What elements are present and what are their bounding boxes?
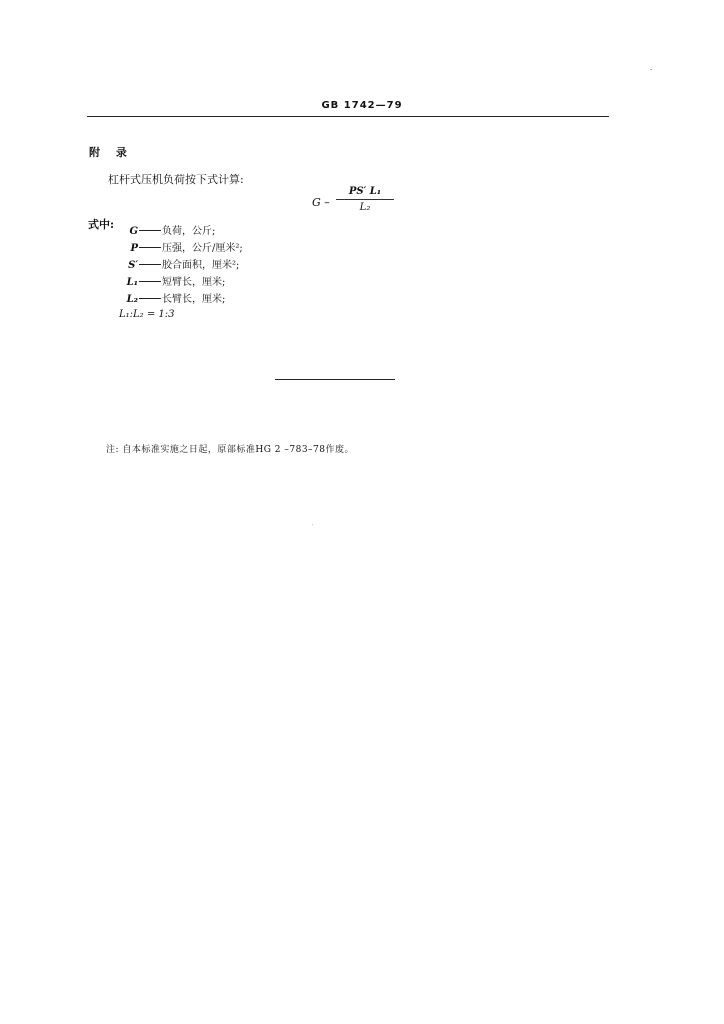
definition-text: 胶合面积，厘米²; (162, 260, 240, 271)
definition-text: 长臂长，厘米; (162, 294, 226, 305)
definition-dash (139, 247, 161, 248)
footnote: 注: 自本标准实施之日起，原部标准HG 2 –783–78作废。 (106, 445, 355, 455)
scan-speck (312, 524, 313, 525)
standard-code: GB 1742—79 (321, 100, 403, 111)
definition-symbol: L₂ (126, 294, 138, 305)
definition-dash (139, 298, 161, 299)
definition-item (120, 222, 215, 237)
definition-symbol: S′ (128, 260, 138, 271)
definition-text: 负荷，公斤; (162, 226, 216, 237)
header-divider (87, 116, 609, 117)
formula-numerator: PS′ L₁ (348, 186, 382, 197)
formula-denominator: L₂ (359, 202, 371, 213)
definition-item (120, 256, 239, 271)
formula-fraction (336, 186, 394, 213)
definition-dash (139, 230, 161, 231)
where-label: 式中: (88, 218, 115, 231)
definition-symbol: G (129, 226, 138, 237)
definition-text: 压强，公斤/厘米²; (162, 243, 243, 254)
definition-dash (139, 281, 161, 282)
arm-ratio: L₁:L₂ = 1:3 (119, 309, 175, 320)
definition-symbol: P (130, 243, 138, 254)
definition-dash (139, 264, 161, 265)
fraction-bar (336, 199, 394, 200)
corner-mark: · (650, 66, 653, 74)
definition-item (120, 239, 243, 254)
definition-item (120, 273, 225, 288)
definition-symbol: L₁ (126, 277, 138, 288)
appendix-title: 附 录 (89, 146, 133, 159)
formula-lhs: G – (312, 196, 330, 209)
definition-text: 短臂长，厘米; (162, 277, 226, 288)
definition-item (120, 290, 225, 305)
end-divider (275, 379, 395, 380)
intro-text: 杠杆式压机负荷按下式计算: (108, 173, 244, 186)
